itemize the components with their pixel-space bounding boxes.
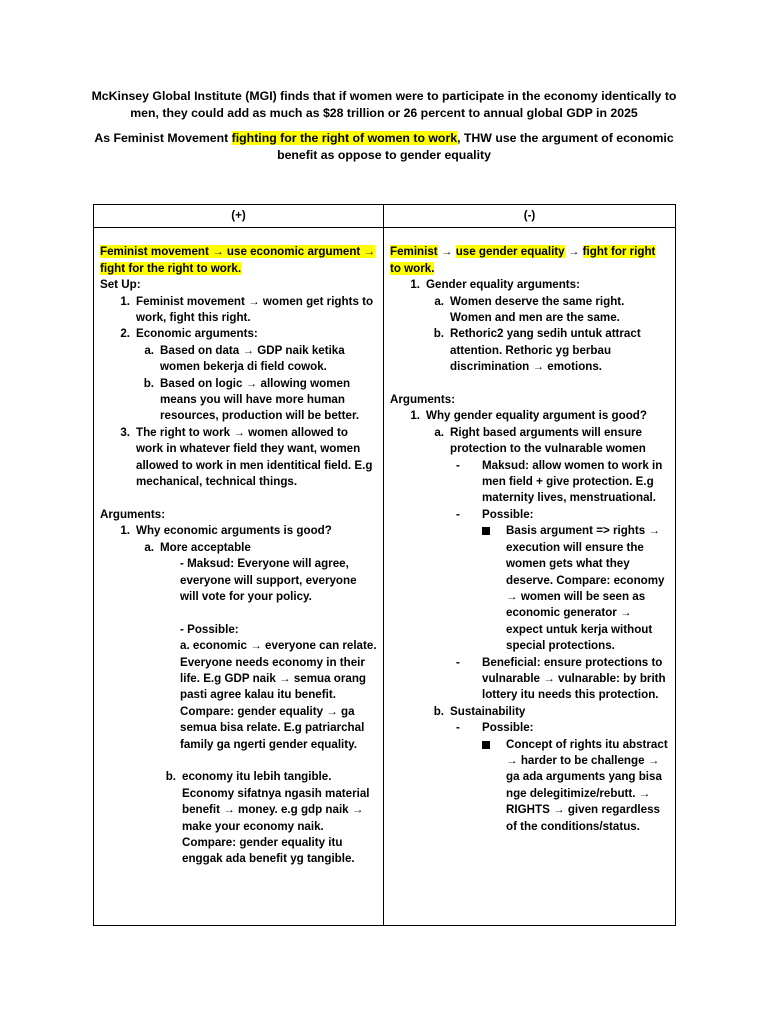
possible-label: - Possible:	[180, 622, 239, 636]
mgi-statement: McKinsey Global Institute (MGI) finds that if women were to participate in the economy identically to men, they could add as much as $28 trillion or 26 percent to annual global GDP in 2025	[91, 89, 677, 120]
arguments-table	[93, 204, 676, 926]
setup-label: Set Up:	[100, 278, 141, 292]
maksud-text: - Maksud: Everyone will agree, everyone will support, everyone will vote for your policy.	[180, 557, 357, 603]
list-item: 2. Economic arguments:	[120, 327, 258, 341]
right-intro: Feminist → use gender equality → fight for right to work.	[390, 245, 656, 275]
opposition-header: (-)	[384, 205, 676, 228]
motion-text-b: , THW use the argument of economic benefit as oppose to gender equality	[277, 131, 674, 162]
list-item: a. Women deserve the same right. Women and men are the same.	[434, 294, 625, 325]
list-item: b. Sustainability	[433, 704, 526, 718]
motion-text-a: As Feminist Movement	[94, 131, 232, 145]
possible-a-text: a. economic → everyone can relate. Everyone needs economy in their life. E.g GDP naik → semua orang pasti agree kalau itu benefit. Compare: gender equality → ga semua bisa relate. E.g patriarchal family ga ngerti gender equality.	[180, 639, 377, 751]
document-header	[80, 88, 688, 164]
table-header-row	[94, 205, 676, 228]
list-item: b. economy itu lebih tangible. Economy sifatnya ngasih material benefit → money. e.g gdp naik → make your economy naik. Compare: gender equality itu enggak ada benefit yg tangible.	[165, 770, 370, 866]
list-item: - Possible:	[456, 721, 534, 735]
list-item: Concept of rights itu abstract → harder to be challenge → ga ada arguments yang bisa nge delegitimize/rebutt. → RIGHTS → given regardless of the conditions/status.	[390, 737, 669, 835]
list-item: Basis argument => rights → execution will ensure the women gets what they deserve. Compare: economy → women will be seen as economic generator → expect untuk kerja without special protections.	[390, 523, 669, 654]
list-item: b. Based on logic → allowing women means you will have more human resources, production will be better.	[143, 376, 360, 423]
list-item: 1. Why gender equality argument is good?	[410, 409, 647, 423]
square-bullet-icon	[482, 741, 490, 749]
table-body-row	[94, 228, 676, 926]
list-item: a. More acceptable	[144, 540, 251, 554]
proposition-column	[94, 228, 384, 926]
list-item: b. Rethoric2 yang sedih untuk attract attention. Rethoric yg berbau discrimination → emotions.	[433, 327, 641, 374]
left-arguments-label: Arguments:	[100, 507, 166, 521]
left-intro-highlight: Feminist movement → use economic argument → fight for the right to work.	[100, 245, 376, 275]
list-item: a. Based on data → GDP naik ketika women bekerja di field cowok.	[144, 343, 345, 374]
list-item: - Beneficial: ensure protections to vulnarable → vulnarable: by brith lottery itu needs this protection.	[456, 655, 666, 702]
proposition-header: (+)	[94, 205, 384, 228]
motion-statement	[80, 130, 688, 164]
opposition-column	[384, 228, 676, 926]
list-item: a. Right based arguments will ensure protection to the vulnarable women	[434, 425, 646, 456]
list-item: 1. Why economic arguments is good?	[120, 524, 332, 538]
list-item: 3. The right to work → women allowed to work in whatever field they want, women allowed to work in men identitical field. E.g mechanical, technical things.	[120, 425, 373, 489]
motion-highlight: fighting for the right of women to work	[231, 131, 458, 145]
list-item: - Possible:	[456, 507, 534, 521]
list-item: - Maksud: allow women to work in men field + give protection. E.g maternity lives, menstruational.	[456, 458, 663, 505]
list-item: 1. Feminist movement → women get rights to work, fight this right.	[120, 294, 374, 325]
right-arguments-label: Arguments:	[390, 393, 456, 407]
square-bullet-icon	[482, 527, 490, 535]
list-item: 1. Gender equality arguments:	[410, 278, 580, 292]
